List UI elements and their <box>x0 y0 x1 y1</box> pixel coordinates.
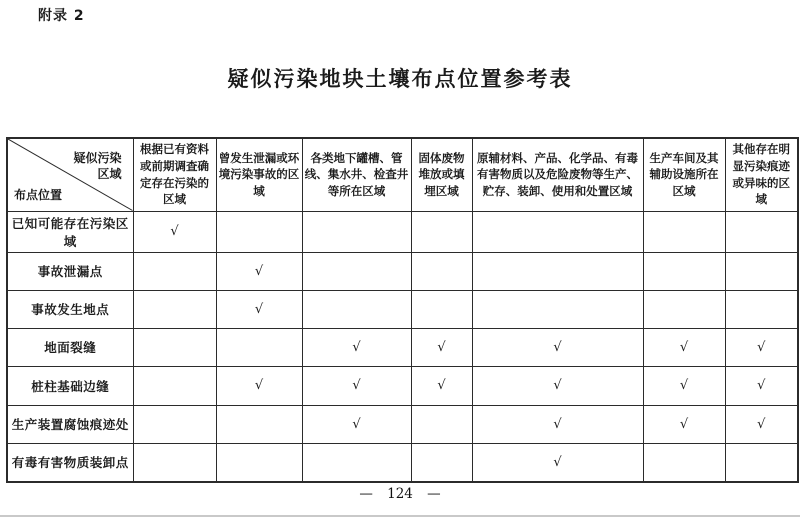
table-row <box>7 405 798 443</box>
check-cell <box>302 252 411 290</box>
table-row <box>7 443 798 482</box>
check-cell <box>643 290 725 328</box>
check-cell <box>725 290 798 328</box>
page-number: — 124 — <box>359 486 441 502</box>
corner-region-label-line1: 疑似污染 <box>73 151 122 165</box>
corner-region-label <box>73 150 121 182</box>
table-row <box>7 366 798 405</box>
check-cell <box>216 211 302 252</box>
check-cell: √ <box>643 366 725 405</box>
column-header-leak-accident-area: 曾发生泄漏或环境污染事故的区域 <box>216 138 302 211</box>
table-row <box>7 252 798 290</box>
row-label: 事故泄漏点 <box>7 252 133 290</box>
column-header-underground-tanks: 各类地下罐槽、管线、集水井、检查井等所在区域 <box>302 138 411 211</box>
header-row <box>7 138 798 211</box>
check-cell: √ <box>472 328 643 366</box>
check-cell <box>216 328 302 366</box>
check-cell <box>411 290 472 328</box>
row-label: 桩柱基础边缝 <box>7 366 133 405</box>
appendix-label: 附录 2 <box>38 8 85 24</box>
check-cell: √ <box>216 366 302 405</box>
check-cell: √ <box>216 290 302 328</box>
check-cell <box>725 252 798 290</box>
check-cell <box>302 290 411 328</box>
check-cell <box>411 443 472 482</box>
check-cell <box>411 405 472 443</box>
page-title: 疑似污染地块土壤布点位置参考表 <box>227 67 573 91</box>
check-cell <box>472 290 643 328</box>
column-header-workshop: 生产车间及其辅助设施所在区域 <box>643 138 725 211</box>
corner-header-cell <box>7 138 133 211</box>
sampling-location-table <box>6 137 799 483</box>
row-label: 事故发生地点 <box>7 290 133 328</box>
corner-position-label: 布点位置 <box>14 187 63 202</box>
row-label: 有毒有害物质装卸点 <box>7 443 133 482</box>
check-cell: √ <box>725 328 798 366</box>
check-cell: √ <box>472 366 643 405</box>
check-cell <box>133 366 216 405</box>
column-header-other-traces: 其他存在明显污染痕迹或异味的区域 <box>725 138 798 211</box>
check-cell: √ <box>411 366 472 405</box>
check-cell <box>133 328 216 366</box>
check-cell <box>133 252 216 290</box>
check-cell: √ <box>725 405 798 443</box>
check-cell: √ <box>133 211 216 252</box>
check-cell <box>302 211 411 252</box>
check-cell: √ <box>643 328 725 366</box>
check-cell: √ <box>302 366 411 405</box>
check-cell <box>216 443 302 482</box>
row-label: 已知可能存在污染区域 <box>7 211 133 252</box>
check-cell <box>725 211 798 252</box>
column-header-known-contaminated: 根据已有资料或前期调查确定存在污染的区域 <box>133 138 216 211</box>
check-cell <box>302 443 411 482</box>
check-cell <box>643 252 725 290</box>
check-cell <box>411 252 472 290</box>
check-cell <box>133 405 216 443</box>
table-row <box>7 328 798 366</box>
check-cell: √ <box>472 443 643 482</box>
check-cell <box>411 211 472 252</box>
check-cell: √ <box>411 328 472 366</box>
check-cell: √ <box>302 328 411 366</box>
table-row <box>7 290 798 328</box>
check-cell: √ <box>472 405 643 443</box>
check-cell: √ <box>643 405 725 443</box>
check-cell <box>472 211 643 252</box>
check-cell <box>133 443 216 482</box>
sampling-location-table-wrap <box>6 137 799 483</box>
check-cell <box>643 443 725 482</box>
column-header-solid-waste: 固体废物堆放或填埋区域 <box>411 138 472 211</box>
corner-region-label-line2: 区域 <box>97 167 122 182</box>
check-cell <box>216 405 302 443</box>
table-row <box>7 211 798 252</box>
check-cell <box>133 290 216 328</box>
column-header-raw-materials: 原辅材料、产品、化学品、有毒有害物质以及危险废物等生产、贮存、装卸、使用和处置区域 <box>472 138 643 211</box>
check-cell: √ <box>302 405 411 443</box>
check-cell <box>472 252 643 290</box>
row-label: 生产装置腐蚀痕迹处 <box>7 405 133 443</box>
row-label: 地面裂缝 <box>7 328 133 366</box>
check-cell <box>643 211 725 252</box>
check-cell <box>725 443 798 482</box>
check-cell: √ <box>725 366 798 405</box>
check-cell: √ <box>216 252 302 290</box>
